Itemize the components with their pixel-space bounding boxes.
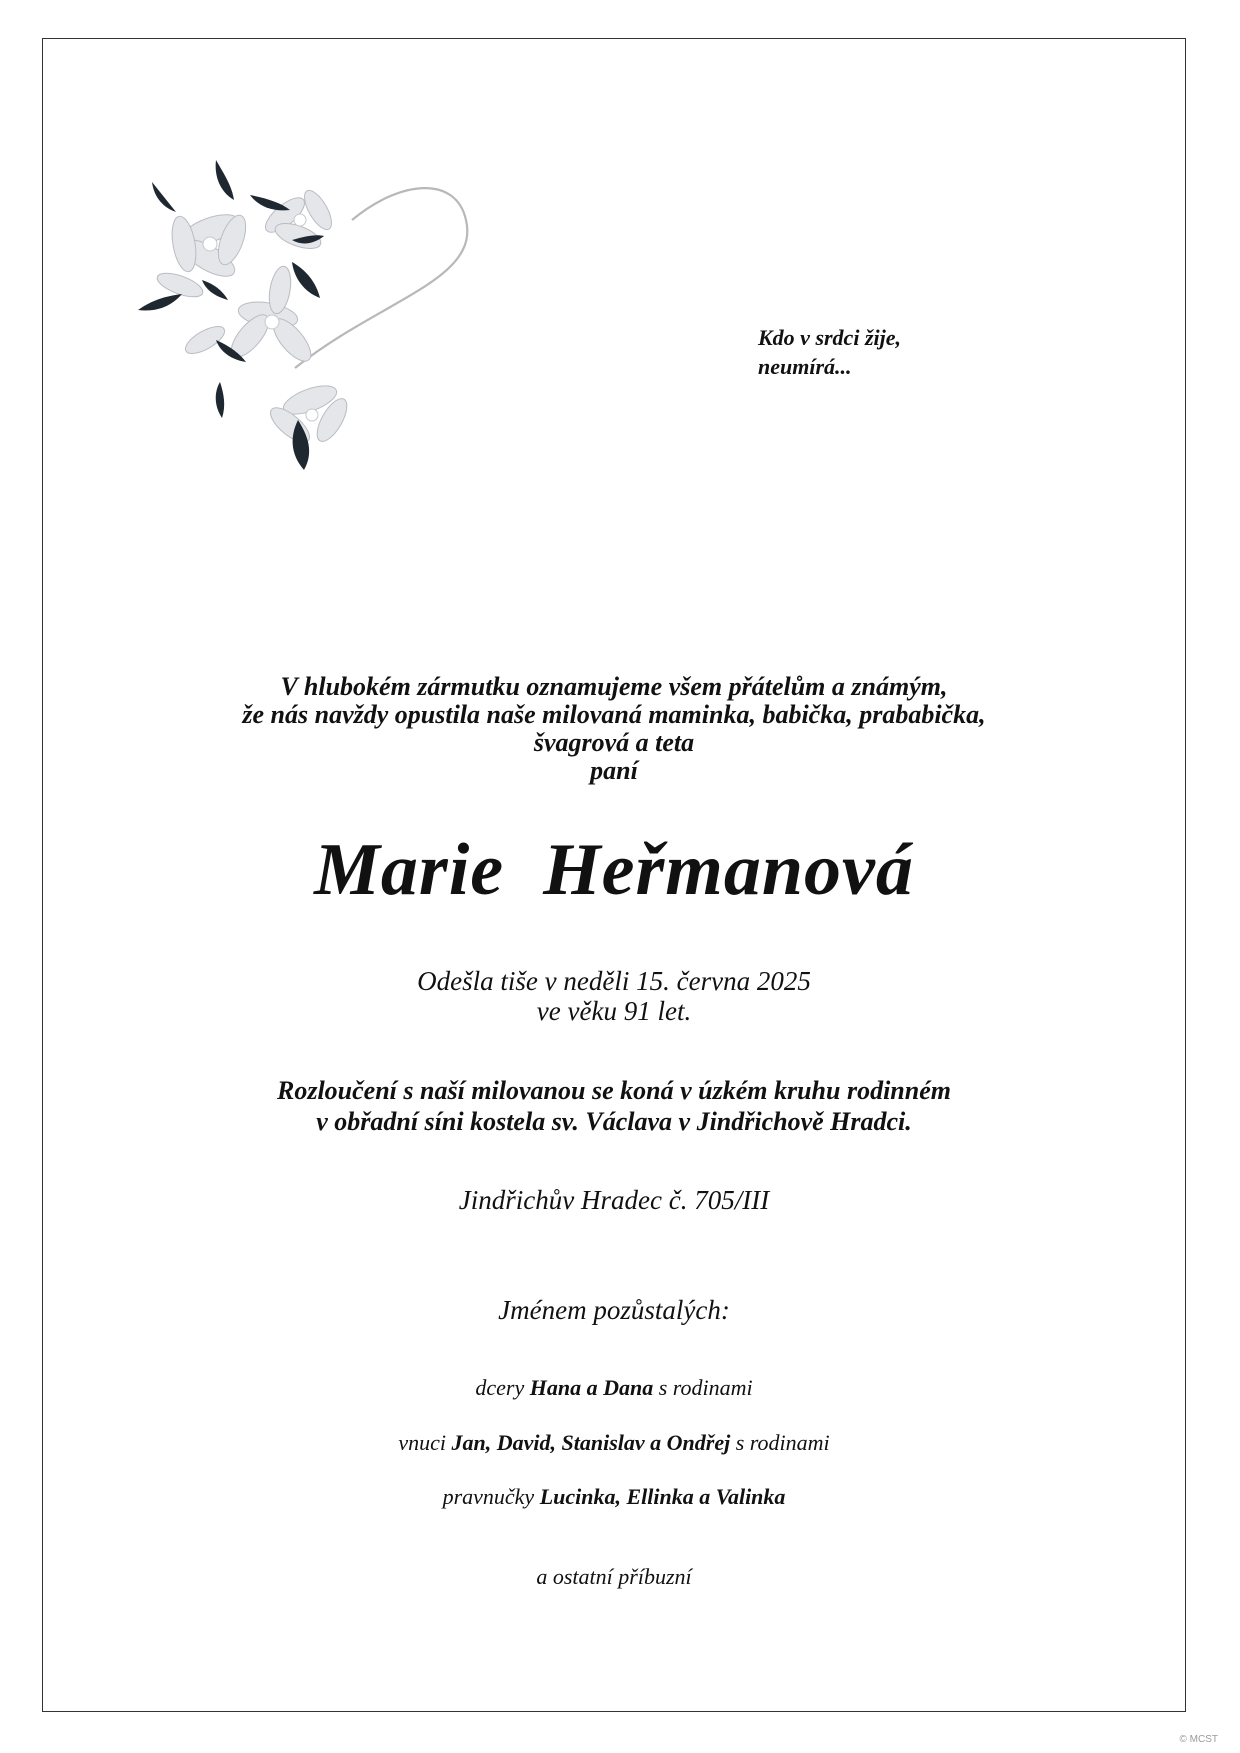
copyright-mark: © MCST (1179, 1734, 1218, 1745)
flower-cluster (138, 160, 353, 470)
farewell-line-1: Rozloučení s naší milovanou se koná v úzkém kruhu rodinném (277, 1076, 951, 1105)
mourner-names: Lucinka, Ellinka a Valinka (539, 1484, 786, 1509)
motto (758, 323, 1058, 381)
on-behalf-heading: Jménem pozůstalých: (498, 1295, 730, 1325)
deceased-name (42, 828, 1186, 912)
intro-line-1: V hlubokém zármutku oznamujeme všem přátelům a známým, (280, 672, 948, 701)
intro-line-4: paní (590, 756, 638, 785)
motto-line-2: neumírá... (758, 354, 852, 379)
deceased-first-name: Marie (314, 829, 505, 911)
mourner-prefix: dcery (475, 1375, 525, 1400)
mourner-line (42, 1429, 1186, 1457)
death-info (42, 966, 1186, 1026)
heart-flower-ornament (120, 140, 500, 520)
mourner-prefix: pravnučky (442, 1484, 535, 1509)
death-date-line: Odešla tiše v neděli 15. června 2025 (417, 966, 811, 996)
motto-line-1: Kdo v srdci žije, (758, 325, 901, 350)
farewell-line-2: v obřadní síni kostela sv. Václava v Jindřichově Hradci. (316, 1107, 912, 1136)
mourner-suffix: s rodinami (658, 1375, 753, 1400)
mourner-names: Hana a Dana (529, 1375, 654, 1400)
intro-line-2: že nás navždy opustila naše milovaná maminka, babička, prababička, (242, 700, 986, 729)
family-address: Jindřichův Hradec č. 705/III (458, 1185, 770, 1215)
other-relatives: a ostatní příbuzní (536, 1564, 692, 1589)
mourner-line (42, 1483, 1186, 1511)
mourner-names: Jan, David, Stanislav a Ondřej (451, 1430, 731, 1455)
mourner-suffix: s rodinami (735, 1430, 830, 1455)
mourner-line (42, 1374, 1186, 1402)
deceased-last-name: Heřmanová (543, 829, 914, 911)
announcement-intro (42, 673, 1186, 785)
death-age-line: ve věku 91 let. (536, 996, 692, 1026)
mourner-prefix: vnuci (398, 1430, 447, 1455)
intro-line-3: švagrová a teta (533, 728, 695, 757)
farewell-info (42, 1075, 1186, 1137)
